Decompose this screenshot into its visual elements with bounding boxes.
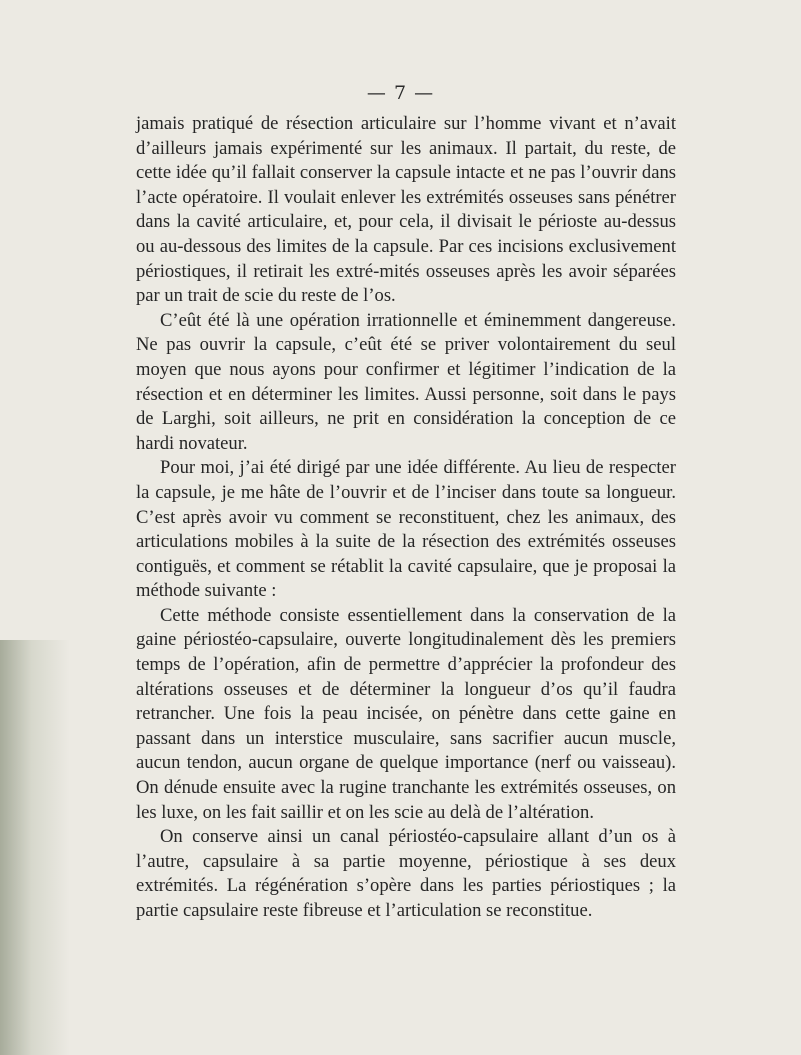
paragraph-2: C’eût été là une opération irrationnelle et éminemment dangereuse. Ne pas ouvrir la capsule, c’eût été se priver volontairement du seul moyen que nous ayons pour confirmer et légitimer l’indication de la résection et en déterminer les limites. Aussi personne, soit dans le pays de Larghi, soit ailleurs, ne prit en considération la conception de ce hardi novateur. (136, 309, 676, 454)
paragraph-1: jamais pratiqué de résection articulaire sur l’homme vivant et n’avait d’ailleurs jamais expérimenté sur les animaux. Il partait, du reste, de cette idée qu’il fallait conserver la capsule intacte et ne pas l’ouvrir dans l’acte opératoire. Il voulait enlever les extrémités osseuses sans pénétrer dans la cavité articulaire, et, pour cela, il divisait le périoste au-dessus ou au-dessous des limites de la capsule. Par ces incisions exclusivement périostiques, il retirait les extré-mités osseuses après les avoir séparées par un trait de scie du reste de l’os. (136, 113, 676, 307)
paragraph-4: Cette méthode consiste essentiellement dans la conservation de la gaine périostéo-capsulaire, ouverte longitudinalement dès les premiers temps de l’opération, afin de permettre d’apprécier la profondeur des altérations osseuses et de déterminer la longueur d’os qu’il faudra retrancher. Une fois la peau incisée, on pénètre dans cette gaine en passant dans un interstice musculaire, sans sacrifier aucun muscle, aucun tendon, aucun organe de quelque importance (nerf ou vaisseau). On dénude ensuite avec la rugine tranchante les extrémités osseuses, on les luxe, on les fait saillir et on les scie au delà de l’altération. (136, 604, 676, 823)
paragraph-3: Pour moi, j’ai été dirigé par une idée différente. Au lieu de respecter la capsule, je me hâte de l’ouvrir et de l’inciser dans toute sa longueur. C’est après avoir vu comment se reconstituent, chez les animaux, des articulations mobiles à la suite de la résection des extrémités osseuses contiguës, et comment se rétablit la cavité capsulaire, que je proposai la méthode suivante : (136, 457, 676, 602)
page-number: — 7 — (366, 82, 435, 104)
body-text (136, 112, 676, 924)
paragraph-5: On conserve ainsi un canal périostéo-capsulaire allant d’un os à l’autre, capsulaire à sa partie moyenne, périostique à ses deux extrémités. La régénération s’opère dans les parties périostiques ; la partie capsulaire reste fibreuse et l’articulation se reconstitue. (136, 826, 676, 921)
page-edge-shadow (0, 640, 70, 1055)
